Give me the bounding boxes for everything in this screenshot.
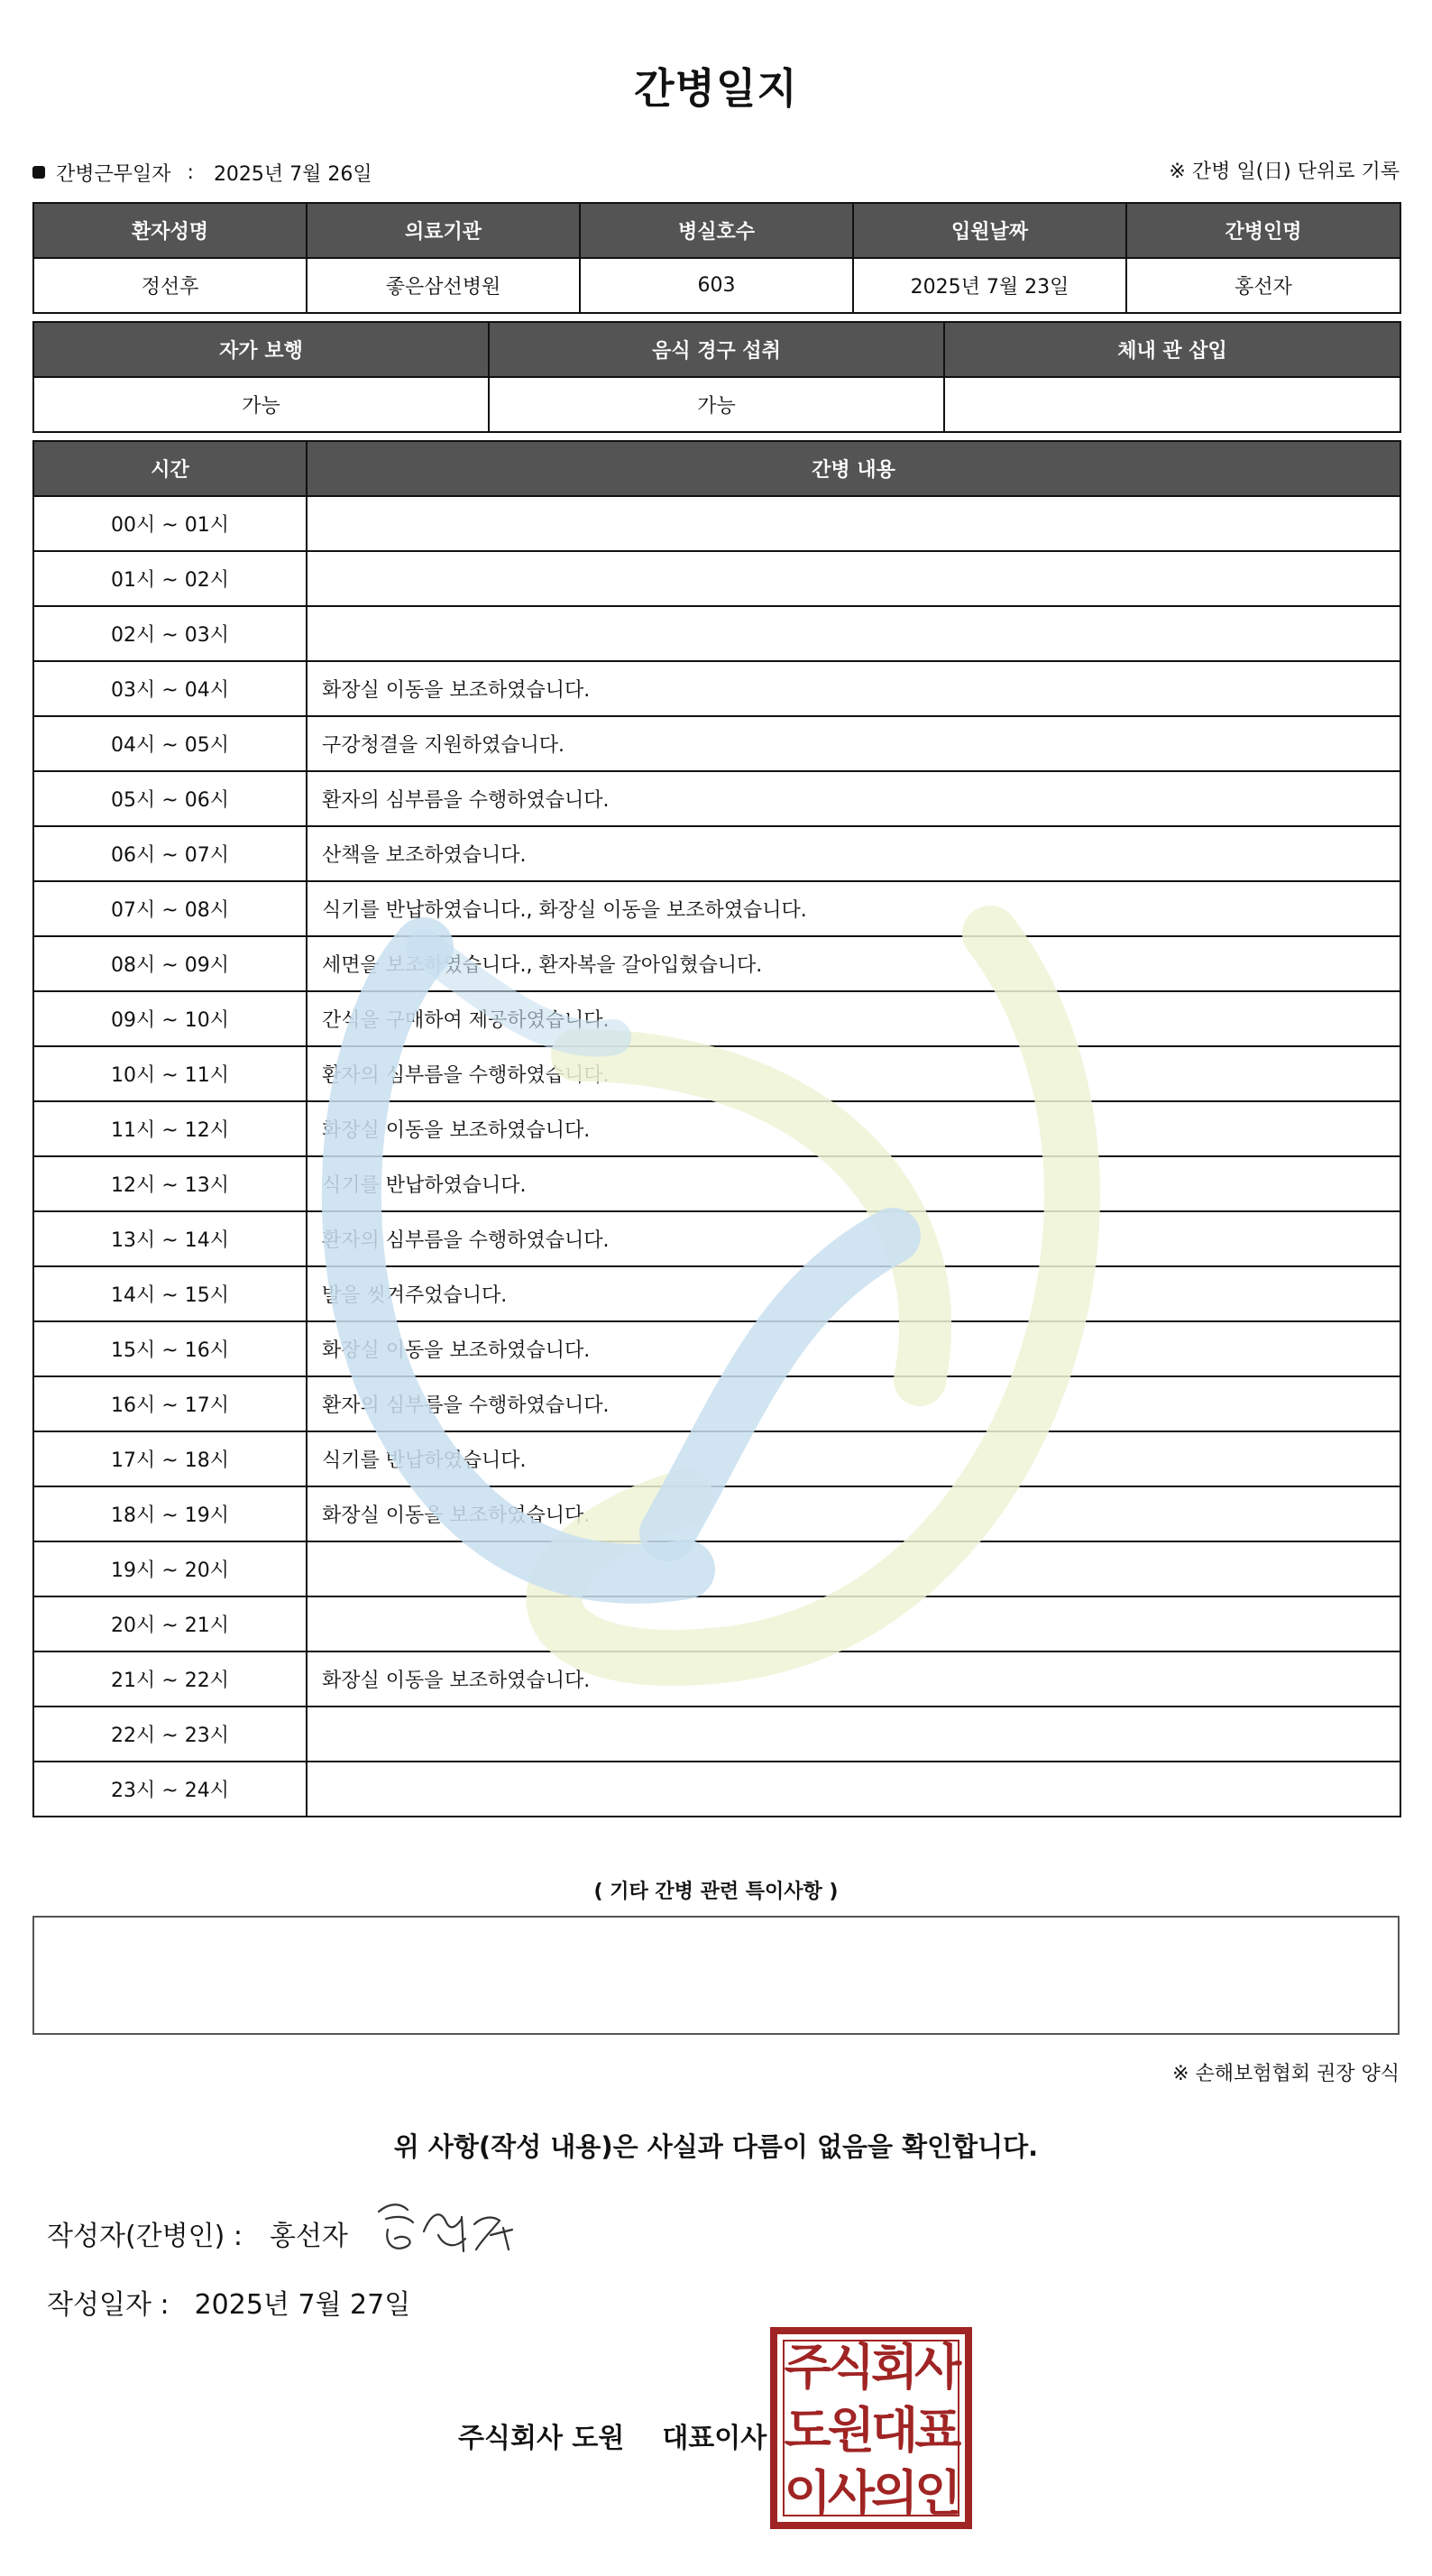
tube-insertion-value [944, 377, 1400, 432]
seal-line-1: 주식회사 [784, 2339, 959, 2396]
table-row [33, 1266, 1400, 1321]
care-content-cell: 환자의 심부름을 수행하였습니다. [307, 1376, 1400, 1431]
care-content-cell: 세면을 보조하였습니다., 환자복을 갈아입혔습니다. [307, 936, 1400, 991]
table-row [33, 551, 1400, 606]
company-signature-line [458, 2415, 766, 2455]
care-content-cell [307, 606, 1400, 661]
time-cell: 12시 ~ 13시 [33, 1156, 307, 1211]
ceo-title: 대표이사 [662, 2423, 767, 2454]
table-row [33, 1486, 1400, 1541]
header-patient-name: 환자성명 [33, 203, 307, 258]
write-date-label: 작성일자 : [47, 2289, 170, 2321]
table-row [33, 881, 1400, 936]
header-room-number: 병실호수 [580, 203, 853, 258]
header-oral-intake: 음식 경구 섭취 [489, 322, 944, 377]
header-admission-date: 입원날짜 [853, 203, 1126, 258]
table-row [33, 1046, 1400, 1101]
time-cell: 18시 ~ 19시 [33, 1486, 307, 1541]
time-cell: 00시 ~ 01시 [33, 496, 307, 551]
time-cell: 04시 ~ 05시 [33, 716, 307, 771]
patient-status-table [32, 321, 1401, 433]
table-row [33, 1321, 1400, 1376]
header-time: 시간 [33, 441, 307, 496]
table-row [33, 771, 1400, 826]
time-cell: 09시 ~ 10시 [33, 991, 307, 1046]
seal-line-3: 이사의인 [784, 2465, 959, 2522]
time-cell: 11시 ~ 12시 [33, 1101, 307, 1156]
header-hospital: 의료기관 [307, 203, 580, 258]
header-tube-insertion: 체내 관 삽입 [944, 322, 1400, 377]
time-cell: 05시 ~ 06시 [33, 771, 307, 826]
remarks-title: ( 기타 간병 관련 특이사항 ) [593, 1881, 839, 1903]
write-date-line [47, 2282, 410, 2322]
care-content-cell [307, 1762, 1400, 1817]
time-cell: 06시 ~ 07시 [33, 826, 307, 881]
care-content-cell: 간식을 구매하여 제공하였습니다. [307, 991, 1400, 1046]
care-content-cell: 산책을 보조하였습니다. [307, 826, 1400, 881]
header-care-content: 간병 내용 [307, 441, 1400, 496]
care-content-cell: 화장실 이동을 보조하였습니다. [307, 1651, 1400, 1707]
writer-line [47, 2213, 348, 2253]
time-cell: 15시 ~ 16시 [33, 1321, 307, 1376]
time-cell: 17시 ~ 18시 [33, 1431, 307, 1486]
care-content-cell [307, 1541, 1400, 1596]
time-cell: 16시 ~ 17시 [33, 1376, 307, 1431]
care-content-cell: 발을 씻겨주었습니다. [307, 1266, 1400, 1321]
writer-name: 홍선자 [269, 2221, 348, 2252]
table-row [33, 991, 1400, 1046]
table-row [33, 716, 1400, 771]
time-cell: 22시 ~ 23시 [33, 1707, 307, 1762]
care-content-cell [307, 496, 1400, 551]
admission-date: 2025년 7월 23일 [853, 258, 1126, 313]
work-date-label: 간병근무일자 [56, 162, 171, 186]
table-row [33, 1707, 1400, 1762]
time-cell: 07시 ~ 08시 [33, 881, 307, 936]
table-row [33, 1211, 1400, 1266]
time-cell: 20시 ~ 21시 [33, 1596, 307, 1651]
record-note: ※ 간병 일(日) 단위로 기록 [1169, 161, 1400, 183]
care-content-cell: 환자의 심부름을 수행하였습니다. [307, 771, 1400, 826]
self-walking-value: 가능 [33, 377, 489, 432]
header-caregiver-name: 간병인명 [1126, 203, 1400, 258]
work-date-row [32, 157, 1400, 188]
table-row [33, 1101, 1400, 1156]
square-bullet-icon [32, 166, 45, 179]
table-row [33, 1596, 1400, 1651]
care-content-cell: 환자의 심부름을 수행하였습니다. [307, 1211, 1400, 1266]
care-content-cell: 식기를 반납하였습니다., 화장실 이동을 보조하였습니다. [307, 881, 1400, 936]
care-log-table [32, 440, 1401, 1817]
table-row [33, 826, 1400, 881]
standard-form-note: ※ 손해보험협회 권장 양식 [1172, 2063, 1400, 2085]
remarks-box [32, 1916, 1400, 2035]
time-cell: 23시 ~ 24시 [33, 1762, 307, 1817]
company-name: 주식회사 도원 [458, 2423, 625, 2454]
work-date-colon: : [187, 161, 194, 184]
care-content-cell: 구강청결을 지원하였습니다. [307, 716, 1400, 771]
hospital-name: 좋은삼선병원 [307, 258, 580, 313]
table-row [33, 1156, 1400, 1211]
writer-label: 작성자(간병인) : [47, 2221, 243, 2252]
table-row [33, 1431, 1400, 1486]
table-row [33, 1651, 1400, 1707]
care-content-cell [307, 551, 1400, 606]
table-row [33, 936, 1400, 991]
patient-info-table [32, 202, 1401, 314]
care-content-cell [307, 1596, 1400, 1651]
time-cell: 19시 ~ 20시 [33, 1541, 307, 1596]
seal-line-2: 도원대표 [784, 2402, 959, 2459]
page-title: 간병일지 [634, 64, 798, 113]
table-row [33, 1376, 1400, 1431]
table-row [33, 1541, 1400, 1596]
work-date-value: 2025년 7월 26일 [213, 162, 372, 186]
time-cell: 03시 ~ 04시 [33, 661, 307, 716]
handwritten-signature [368, 2194, 521, 2266]
care-content-cell: 화장실 이동을 보조하였습니다. [307, 1101, 1400, 1156]
time-cell: 10시 ~ 11시 [33, 1046, 307, 1101]
care-content-cell: 식기를 반납하였습니다. [307, 1431, 1400, 1486]
care-content-cell: 화장실 이동을 보조하였습니다. [307, 661, 1400, 716]
care-content-cell: 식기를 반납하였습니다. [307, 1156, 1400, 1211]
time-cell: 14시 ~ 15시 [33, 1266, 307, 1321]
care-content-cell: 화장실 이동을 보조하였습니다. [307, 1486, 1400, 1541]
care-content-cell [307, 1707, 1400, 1762]
caregiver-name: 홍선자 [1126, 258, 1400, 313]
header-self-walking: 자가 보행 [33, 322, 489, 377]
table-row [33, 1762, 1400, 1817]
patient-name: 정선후 [33, 258, 307, 313]
care-content-cell: 환자의 심부름을 수행하였습니다. [307, 1046, 1400, 1101]
oral-intake-value: 가능 [489, 377, 944, 432]
table-row [33, 496, 1400, 551]
care-content-cell: 화장실 이동을 보조하였습니다. [307, 1321, 1400, 1376]
time-cell: 13시 ~ 14시 [33, 1211, 307, 1266]
write-date-value: 2025년 7월 27일 [194, 2289, 411, 2321]
company-seal [770, 2327, 972, 2529]
table-row [33, 606, 1400, 661]
time-cell: 21시 ~ 22시 [33, 1651, 307, 1707]
time-cell: 01시 ~ 02시 [33, 551, 307, 606]
time-cell: 08시 ~ 09시 [33, 936, 307, 991]
room-number: 603 [580, 258, 853, 313]
time-cell: 02시 ~ 03시 [33, 606, 307, 661]
table-row [33, 661, 1400, 716]
confirmation-statement: 위 사항(작성 내용)은 사실과 다름이 없음을 확인합니다. [393, 2131, 1039, 2162]
